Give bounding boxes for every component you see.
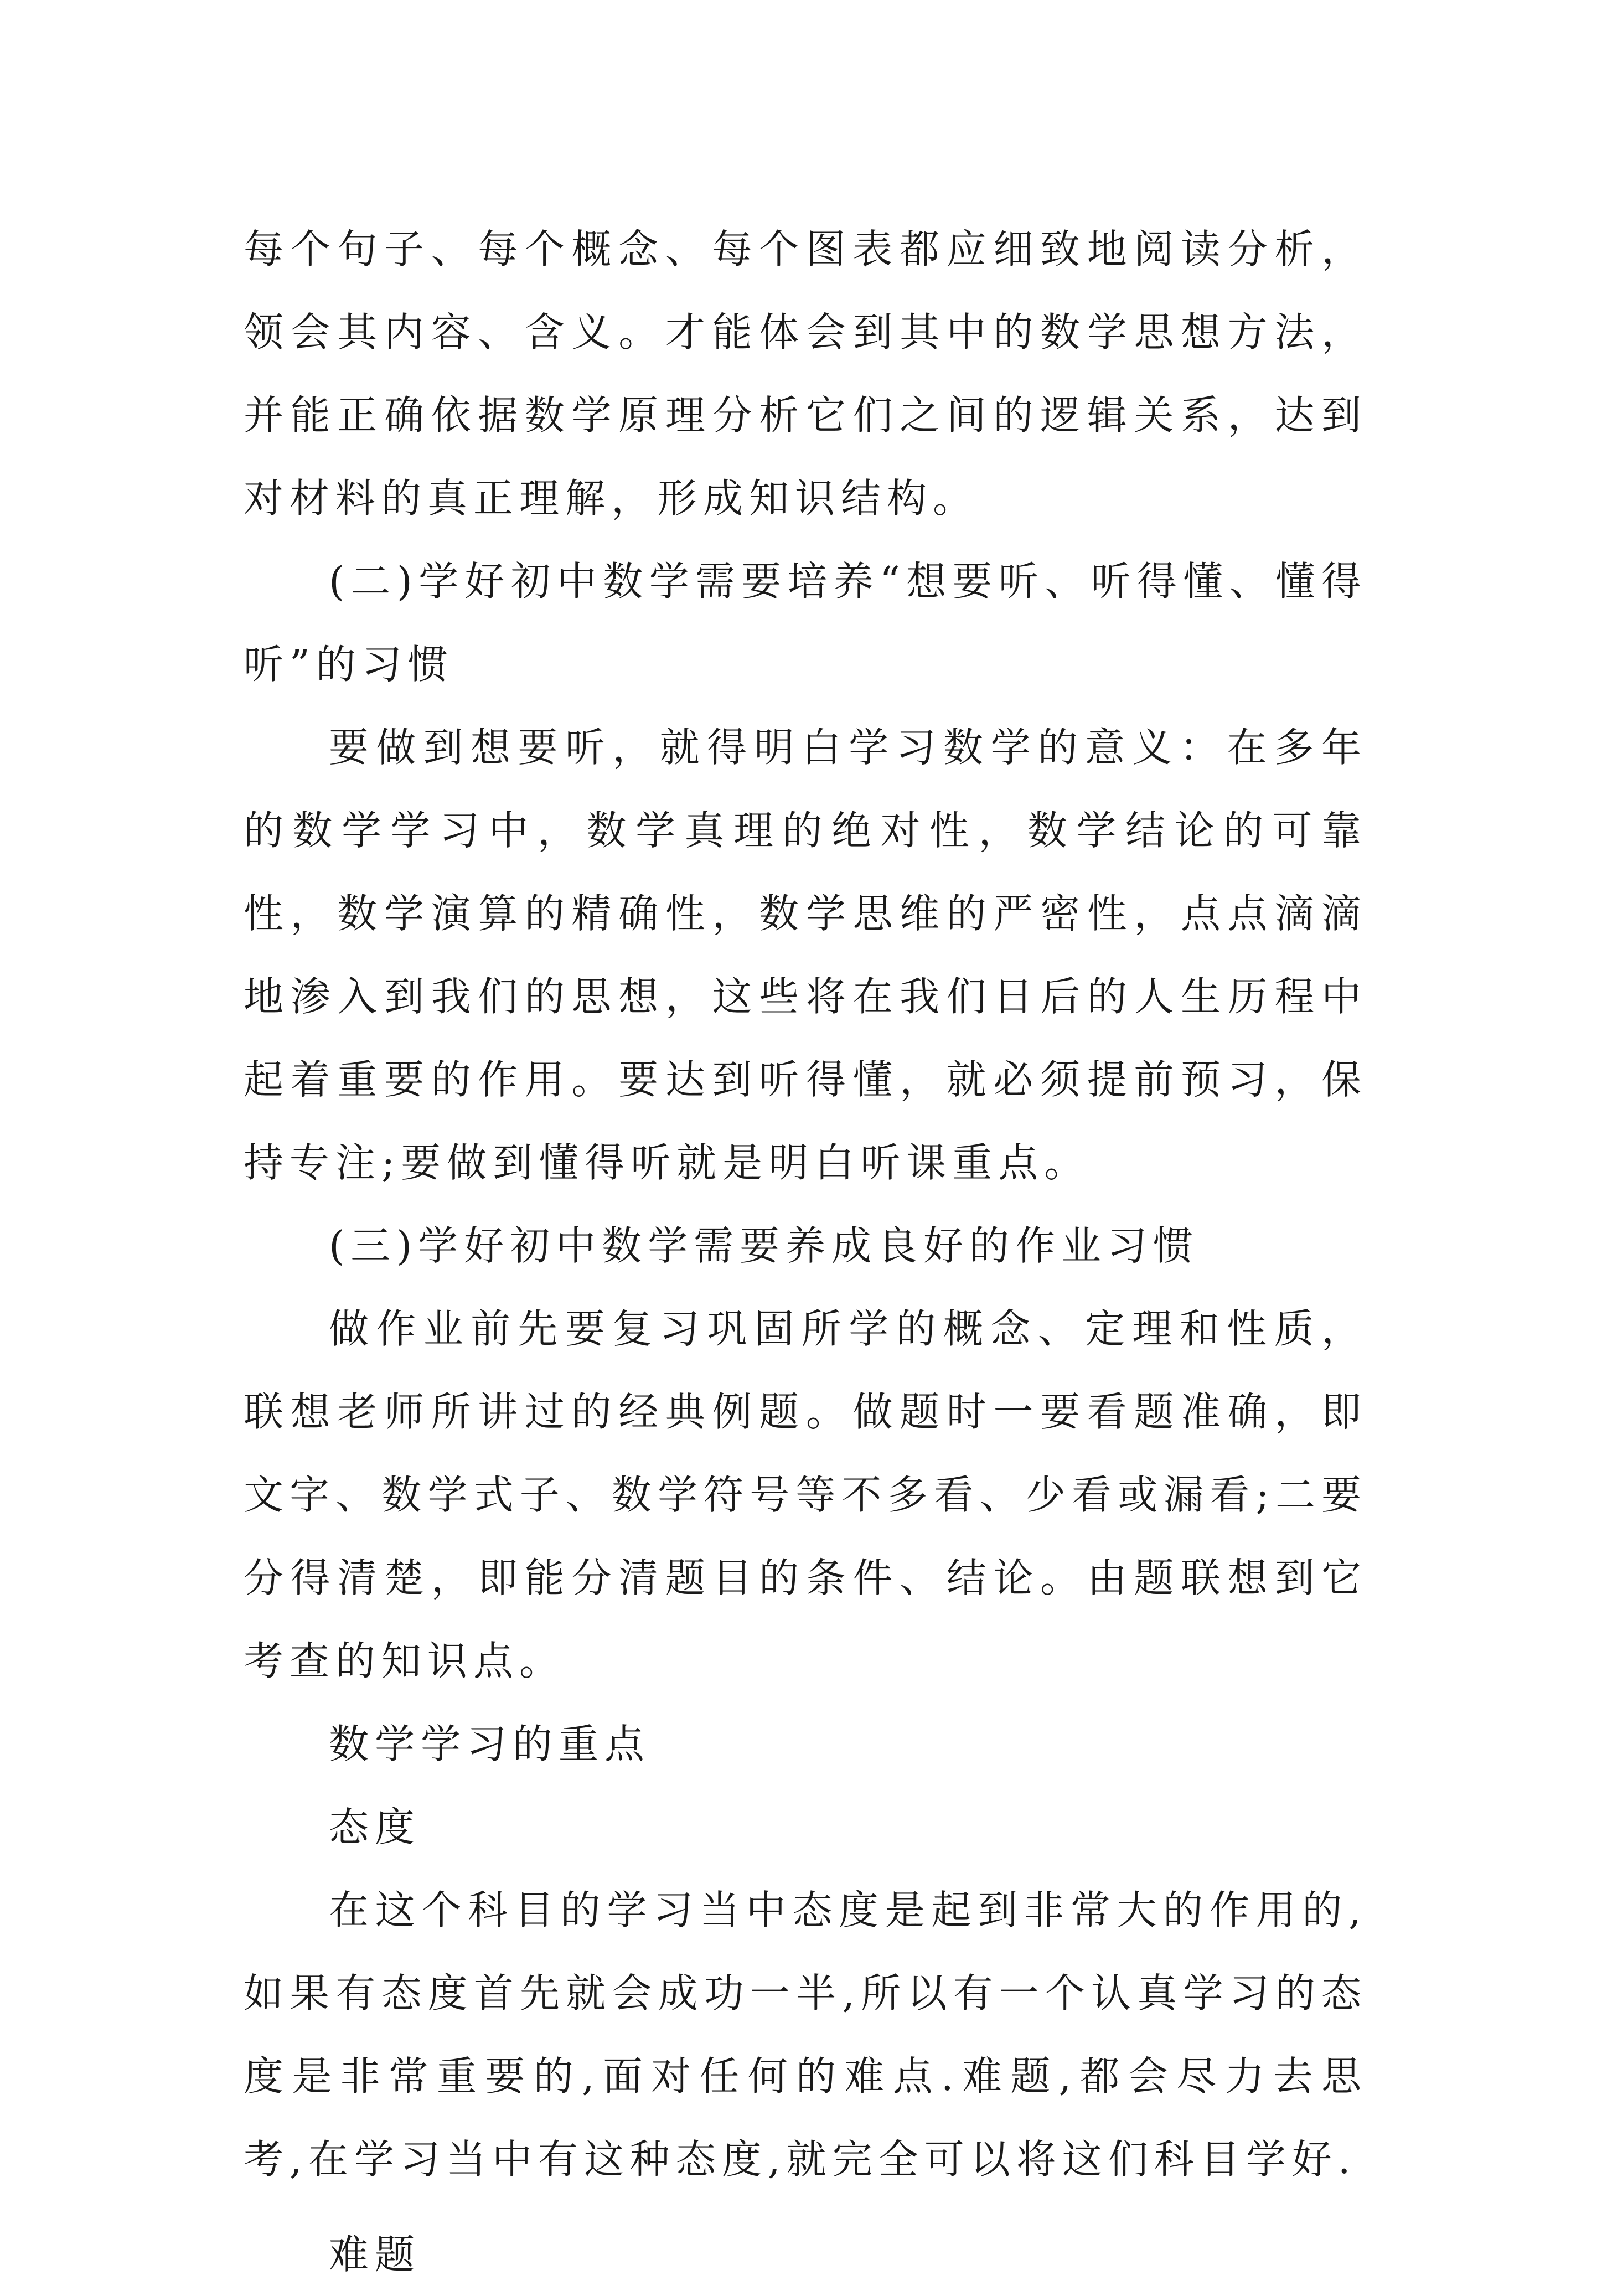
section-heading-3: (三)学好初中数学需要养成良好的作业习惯 — [329, 1222, 1200, 1269]
section-heading-2: (二)学好初中数学需要培养“想要听、听得懂、懂得听”的习惯 — [244, 558, 1367, 688]
heading-difficult-problems: 难题 — [329, 2231, 421, 2278]
paragraph-continuation: 每个句子、每个概念、每个图表都应细致地阅读分析，领会其内容、含义。才能体会到其中的数学思想方法，并能正确依据数学原理分析它们之间的逻辑关系，达到对材料的真正理解，形成知识结构。 — [244, 226, 1367, 522]
paragraph-homework: 做作业前先要复习巩固所学的概念、定理和性质，联想老师所讲过的经典例题。做题时一要看题准确，即文字、数学式子、数学符号等不多看、少看或漏看;二要分得清楚，即能分清题目的条件、结论。由题联想到它考查的知识点。 — [244, 1306, 1367, 1684]
heading-key-points: 数学学习的重点 — [329, 1721, 651, 1767]
paragraph-attitude: 在这个科目的学习当中态度是起到非常大的作用的,如果有态度首先就会成功一半,所以有一个认真学习的态度是非常重要的,面对任何的难点.难题,都会尽力去思考,在学习当中有这种态度,就完全可以将这们科目学好. — [244, 1887, 1367, 2183]
heading-attitude: 态度 — [329, 1804, 421, 1850]
paragraph-listening: 要做到想要听，就得明白学习数学的意义：在多年的数学学习中，数学真理的绝对性，数学结论的可靠性，数学演算的精确性，数学思维的严密性，点点滴滴地渗入到我们的思想，这些将在我们日后的人生历程中起着重要的作用。要达到听得懂，就必须提前预习，保持专注;要做到懂得听就是明白听课重点。 — [244, 724, 1367, 1186]
document-body — [244, 208, 1367, 2296]
